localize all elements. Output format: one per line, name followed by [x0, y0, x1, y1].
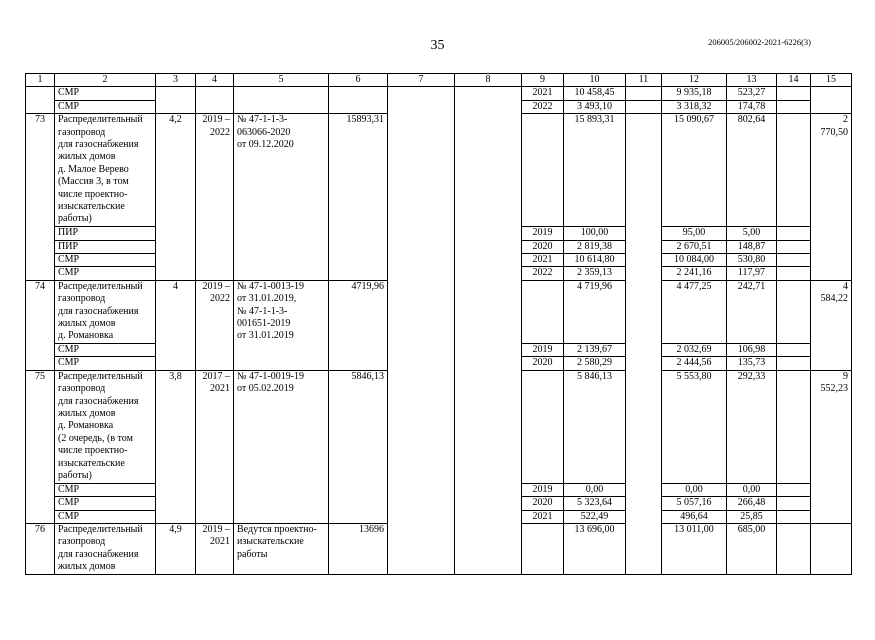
- amount-local: 0,00: [727, 483, 777, 496]
- amount-budget: 13 011,00: [662, 523, 727, 574]
- column-header: 13: [727, 74, 777, 87]
- column-header: 15: [811, 74, 852, 87]
- column-8-empty: [455, 87, 522, 575]
- cell-empty: [626, 87, 662, 100]
- amount-total: 15 893,31: [564, 114, 626, 227]
- amount-budget: 2 241,16: [662, 267, 727, 280]
- object-number: 74: [26, 280, 55, 370]
- amount-local: 106,98: [727, 343, 777, 356]
- year-cell: 2019: [522, 227, 564, 240]
- amount-budget: 0,00: [662, 483, 727, 496]
- stage-label: СМР: [55, 100, 156, 113]
- amount-local: 802,64: [727, 114, 777, 227]
- year-cell: 2021: [522, 254, 564, 267]
- estimated-cost: 15893,31: [329, 114, 388, 281]
- cell-empty: [777, 370, 811, 483]
- period: 2019 – 2022: [196, 114, 234, 281]
- year-cell: [522, 280, 564, 343]
- amount-budget: 4 477,25: [662, 280, 727, 343]
- stage-label: СМР: [55, 497, 156, 510]
- amount-budget: 2 444,56: [662, 357, 727, 370]
- stage-label: СМР: [55, 267, 156, 280]
- stage-label: СМР: [55, 343, 156, 356]
- amount-total: 2 359,13: [564, 267, 626, 280]
- column-7-empty: [388, 87, 455, 575]
- year-cell: [522, 114, 564, 227]
- amount-budget: 3 318,32: [662, 100, 727, 113]
- cell-empty: [777, 240, 811, 253]
- amount-local: 523,27: [727, 87, 777, 100]
- year-cell: 2020: [522, 497, 564, 510]
- stage-label: ПИР: [55, 240, 156, 253]
- period: 2019 – 2021: [196, 523, 234, 574]
- amount-total: 522,49: [564, 510, 626, 523]
- stage-label: СМР: [55, 87, 156, 100]
- column-header: 1: [26, 74, 55, 87]
- column-header: 6: [329, 74, 388, 87]
- column-header: 11: [626, 74, 662, 87]
- amount-local: 530,80: [727, 254, 777, 267]
- year-cell: 2022: [522, 100, 564, 113]
- amount-total: 13 696,00: [564, 523, 626, 574]
- column-header: 9: [522, 74, 564, 87]
- year-cell: 2020: [522, 240, 564, 253]
- cell-empty: [626, 100, 662, 113]
- stage-label: СМР: [55, 483, 156, 496]
- cell-continued: [234, 87, 329, 114]
- year-cell: 2019: [522, 483, 564, 496]
- permit-number: Ведутся проектно- изыскательские работы: [234, 523, 329, 574]
- period: 2017 – 2021: [196, 370, 234, 523]
- cell-empty: [777, 510, 811, 523]
- year-cell: [522, 370, 564, 483]
- cell-empty: [777, 497, 811, 510]
- cell-empty: [777, 87, 811, 100]
- year-cell: [522, 523, 564, 574]
- amount-col15: 9 552,23: [811, 370, 852, 523]
- amount-total: 100,00: [564, 227, 626, 240]
- cell-empty: [777, 114, 811, 227]
- year-cell: 2022: [522, 267, 564, 280]
- amount-total: 4 719,96: [564, 280, 626, 343]
- amount-local: 135,73: [727, 357, 777, 370]
- pipeline-length: 4,2: [156, 114, 196, 281]
- pipeline-length: 3,8: [156, 370, 196, 523]
- amount-local: 292,33: [727, 370, 777, 483]
- cell-empty: [777, 483, 811, 496]
- amount-total: 10 458,45: [564, 87, 626, 100]
- cell-empty: [777, 523, 811, 574]
- amount-local: 5,00: [727, 227, 777, 240]
- stage-label: СМР: [55, 357, 156, 370]
- object-name: Распределительный газопровод для газоснабжения жилых домов д. Малое Верево (Массив 3, в том числе проектно- изыскательские работы): [55, 114, 156, 227]
- column-header: 8: [455, 74, 522, 87]
- amount-local: 174,78: [727, 100, 777, 113]
- page-number: 35: [430, 38, 445, 53]
- cell-empty: [777, 357, 811, 370]
- cell-continued: [26, 87, 55, 114]
- cell-empty: [777, 280, 811, 343]
- column-11-empty: [626, 114, 662, 575]
- cell-continued: [811, 87, 852, 114]
- cell-empty: [777, 267, 811, 280]
- column-header: 3: [156, 74, 196, 87]
- amount-budget: 5 553,80: [662, 370, 727, 483]
- amount-total: 5 323,64: [564, 497, 626, 510]
- column-header: 10: [564, 74, 626, 87]
- column-header: 12: [662, 74, 727, 87]
- cell-continued: [196, 87, 234, 114]
- amount-budget: 2 670,51: [662, 240, 727, 253]
- permit-number: № 47-1-0013-19 от 31.01.2019, № 47-1-1-3- 001651-2019 от 31.01.2019: [234, 280, 329, 370]
- object-number: 76: [26, 523, 55, 574]
- column-header: 2: [55, 74, 156, 87]
- object-name: Распределительный газопровод для газоснабжения жилых домов д. Романовка (2 очередь, (в том числе проектно- изыскательские работы): [55, 370, 156, 483]
- year-cell: 2021: [522, 87, 564, 100]
- amount-total: 0,00: [564, 483, 626, 496]
- year-cell: 2020: [522, 357, 564, 370]
- permit-number: № 47-1-0019-19 от 05.02.2019: [234, 370, 329, 523]
- object-name: Распределительный газопровод для газоснабжения жилых домов: [55, 523, 156, 574]
- object-number: 73: [26, 114, 55, 281]
- cell-empty: [777, 343, 811, 356]
- object-number: 75: [26, 370, 55, 523]
- year-cell: 2021: [522, 510, 564, 523]
- amount-total: 2 819,38: [564, 240, 626, 253]
- gas-pipeline-table: [25, 73, 852, 575]
- stage-label: СМР: [55, 254, 156, 267]
- amount-budget: 95,00: [662, 227, 727, 240]
- table-row: [26, 87, 852, 100]
- cell-empty: [777, 227, 811, 240]
- stage-label: СМР: [55, 510, 156, 523]
- amount-total: 2 580,29: [564, 357, 626, 370]
- amount-budget: 9 935,18: [662, 87, 727, 100]
- cell-empty: [777, 254, 811, 267]
- amount-local: 266,48: [727, 497, 777, 510]
- amount-col15: 4 584,22: [811, 280, 852, 370]
- cell-continued: [329, 87, 388, 114]
- permit-number: № 47-1-1-3- 063066-2020 от 09.12.2020: [234, 114, 329, 281]
- estimated-cost: 13696: [329, 523, 388, 574]
- amount-local: 242,71: [727, 280, 777, 343]
- column-header-row: [26, 74, 852, 87]
- amount-budget: 10 084,00: [662, 254, 727, 267]
- column-header: 5: [234, 74, 329, 87]
- pipeline-length: 4: [156, 280, 196, 370]
- estimated-cost: 4719,96: [329, 280, 388, 370]
- year-cell: 2019: [522, 343, 564, 356]
- amount-total: 10 614,80: [564, 254, 626, 267]
- column-header: 7: [388, 74, 455, 87]
- column-header: 14: [777, 74, 811, 87]
- column-header: 4: [196, 74, 234, 87]
- object-name: Распределительный газопровод для газоснабжения жилых домов д. Романовка: [55, 280, 156, 343]
- amount-budget: 496,64: [662, 510, 727, 523]
- estimated-cost: 5846,13: [329, 370, 388, 523]
- cell-empty: [777, 100, 811, 113]
- amount-local: 117,97: [727, 267, 777, 280]
- amount-budget: 5 057,16: [662, 497, 727, 510]
- pipeline-length: 4,9: [156, 523, 196, 574]
- cell-continued: [156, 87, 196, 114]
- amount-total: 2 139,67: [564, 343, 626, 356]
- amount-budget: 2 032,69: [662, 343, 727, 356]
- amount-total: 3 493,10: [564, 100, 626, 113]
- amount-local: 148,87: [727, 240, 777, 253]
- amount-col15: [811, 523, 852, 574]
- document-code: 206005/206002-2021-6226(3): [708, 37, 811, 47]
- amount-budget: 15 090,67: [662, 114, 727, 227]
- amount-local: 685,00: [727, 523, 777, 574]
- amount-total: 5 846,13: [564, 370, 626, 483]
- amount-col15: 2 770,50: [811, 114, 852, 281]
- stage-label: ПИР: [55, 227, 156, 240]
- amount-local: 25,85: [727, 510, 777, 523]
- period: 2019 – 2022: [196, 280, 234, 370]
